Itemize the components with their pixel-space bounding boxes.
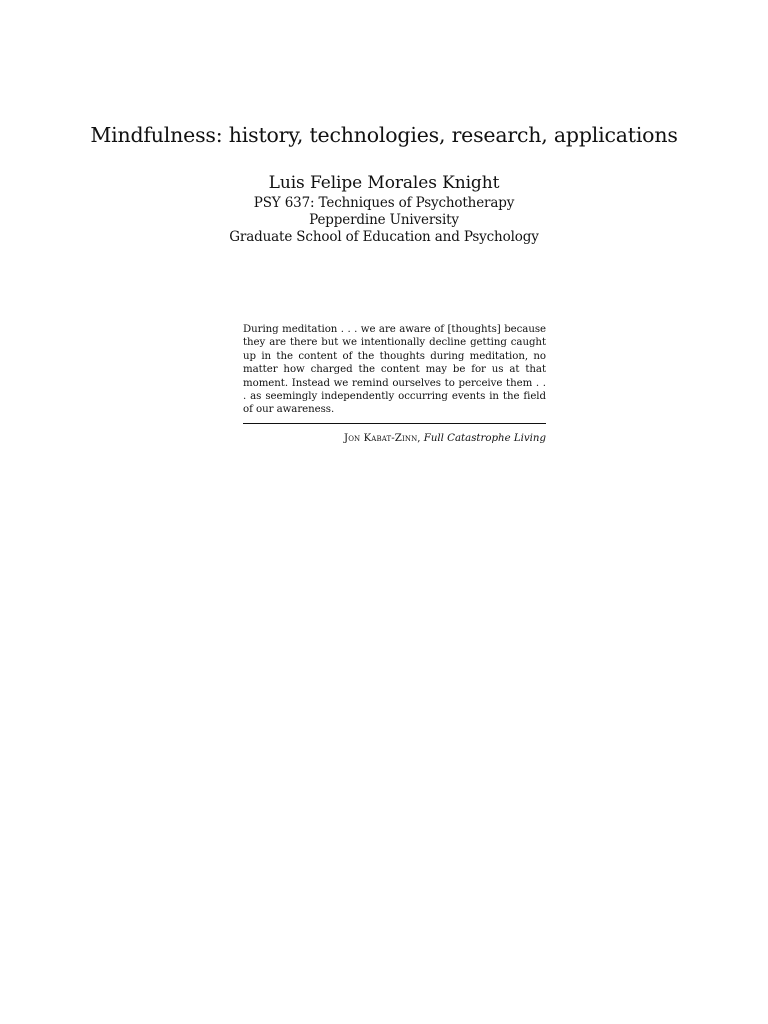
course-name: PSY 637: Techniques of Psychotherapy — [253, 195, 515, 211]
epigraph-source-separator: , — [417, 432, 424, 444]
author-name: Luis Felipe Morales Knight — [268, 173, 500, 193]
epigraph-source — [243, 432, 546, 445]
epigraph-rule — [243, 423, 546, 424]
epigraph-source-work: Full Catastrophe Living — [423, 432, 546, 444]
epigraph — [243, 323, 546, 445]
school-name: Graduate School of Education and Psychology — [229, 229, 539, 245]
author-block — [0, 171, 768, 246]
university-name: Pepperdine University — [309, 212, 459, 228]
epigraph-source-author: Jon Kabat-Zinn — [344, 432, 418, 444]
epigraph-quote: During meditation . . . we are aware of [thoughts] because they are there but we intentionally decline getting caught up in the content of the thoughts during meditation, no matter how charged the content may be for us at that moment. Instead we remind ourselves to perceive them . . . as seemingly independently occurring events in the field of our awareness. — [243, 324, 546, 416]
paper-title: Mindfulness: history, technologies, research, applications — [90, 123, 678, 147]
